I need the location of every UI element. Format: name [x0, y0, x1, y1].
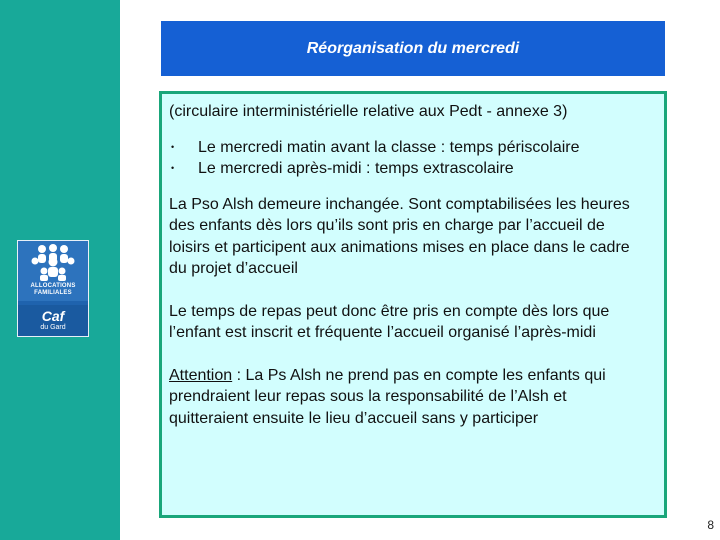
bullet-item	[169, 137, 649, 159]
bullet-text: Le mercredi après-midi : temps extrascolaire	[198, 160, 514, 177]
caf-logo-brand: Caf	[41, 308, 65, 324]
bullet-text: Le mercredi matin avant la classe : temps périscolaire	[198, 138, 580, 156]
paragraph-attention	[169, 365, 649, 430]
caf-logo-line1: ALLOCATIONS	[30, 283, 76, 289]
content-box	[159, 91, 667, 518]
paragraph-repas: Le temps de repas peut donc être pris en compte dès lors que l’enfant est inscrit et fréquente l’accueil organisé l’après-midi	[169, 302, 610, 341]
caf-logo	[17, 240, 89, 337]
bullet-icon: •	[171, 141, 175, 152]
bullet-list	[169, 137, 649, 180]
paragraph-pso: La Pso Alsh demeure inchangée. Sont comptabilisées les heures des enfants dès lors qu’ils sont pris en charge par l’accueil de loisirs et participent aux animations mises en place dans le cadre du projet d’accueil	[169, 195, 630, 277]
bullet-icon: •	[171, 163, 175, 173]
caf-logo-emblem	[18, 241, 88, 301]
family-figures-icon	[18, 241, 88, 283]
attention-label: Attention	[169, 366, 233, 384]
caf-logo-text	[18, 283, 88, 297]
intro-text: (circulaire interministérielle relative aux Pedt - annexe 3)	[169, 103, 568, 120]
attention-text: : La Ps Alsh ne prend pas en compte les enfants qui prendraient leur repas sous la responsabilité de l’Alsh et quitteraient ensuite le lieu d’accueil sans y participer	[169, 366, 606, 427]
bullet-item	[169, 158, 649, 180]
caf-logo-brand-block	[18, 305, 88, 336]
caf-logo-subtitle: du Gard	[40, 324, 66, 331]
slide-title: Réorganisation du mercredi	[161, 21, 665, 76]
page-number: 8	[707, 518, 714, 532]
content-text	[169, 101, 649, 450]
caf-logo-line2: FAMILIALES	[34, 290, 72, 296]
